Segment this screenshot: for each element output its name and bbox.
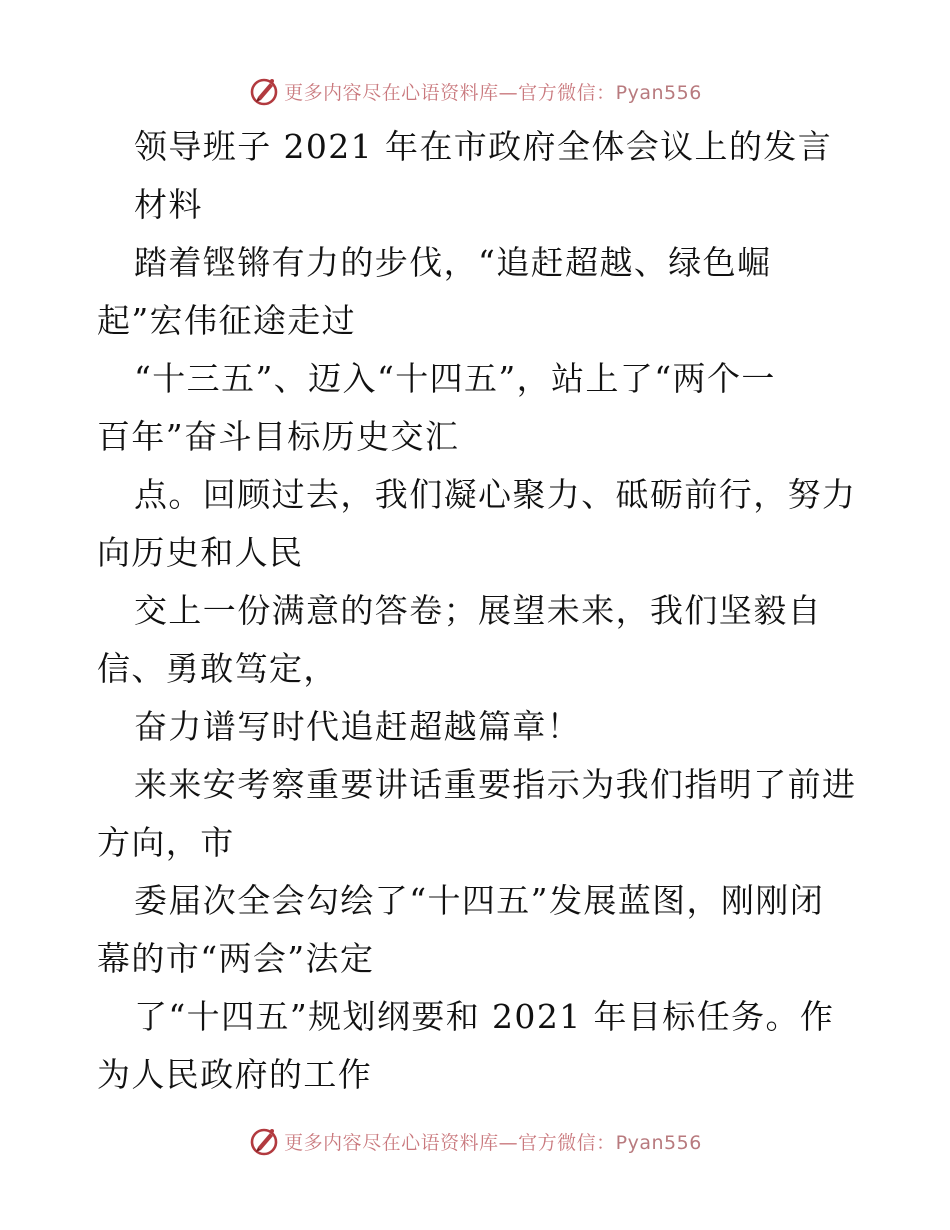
watermark-wechat-id: Pyan556 bbox=[615, 81, 702, 104]
document-line: 来来安考察重要讲话重要指示为我们指明了前进 bbox=[134, 765, 857, 804]
document-line: 领导班子 2021 年在市政府全体会议上的发言 bbox=[134, 127, 833, 166]
document-line: 方向，市 bbox=[97, 823, 235, 862]
document-line: 奋力谱写时代追赶超越篇章！ bbox=[134, 707, 582, 746]
watermark-wechat-id: Pyan556 bbox=[615, 1131, 702, 1154]
document-line: 为人民政府的工作 bbox=[97, 1055, 373, 1094]
pen-circle-logo-icon bbox=[248, 1125, 280, 1157]
document-line: 起”宏伟征途走过 bbox=[97, 301, 357, 340]
document-line: “十三五”、迈入“十四五”，站上了“两个一 bbox=[134, 359, 776, 398]
watermark-caption: 更多内容尽在心语资料库—官方微信： bbox=[284, 81, 616, 104]
document-line: 幕的市“两会”法定 bbox=[97, 939, 375, 978]
document-line: 百年”奋斗目标历史交汇 bbox=[97, 417, 460, 456]
watermark-text bbox=[284, 1128, 702, 1155]
document-line: 信、勇敢笃定， bbox=[97, 649, 338, 688]
document-line: 点。回顾过去，我们凝心聚力、砥砺前行，努力 bbox=[134, 475, 857, 514]
document-line: 交上一份满意的答卷；展望未来，我们坚毅自 bbox=[134, 591, 822, 630]
watermark-banner-bottom bbox=[0, 1121, 950, 1161]
document-line: 了“十四五”规划纲要和 2021 年目标任务。作 bbox=[134, 997, 835, 1036]
document-line: 委届次全会勾绘了“十四五”发展蓝图，刚刚闭 bbox=[134, 881, 825, 920]
document-line: 踏着铿锵有力的步伐，“追赶超越、绿色崛 bbox=[134, 243, 772, 282]
document-line: 材料 bbox=[134, 185, 203, 224]
watermark-caption: 更多内容尽在心语资料库—官方微信： bbox=[284, 1131, 616, 1154]
document-line: 向历史和人民 bbox=[97, 533, 304, 572]
